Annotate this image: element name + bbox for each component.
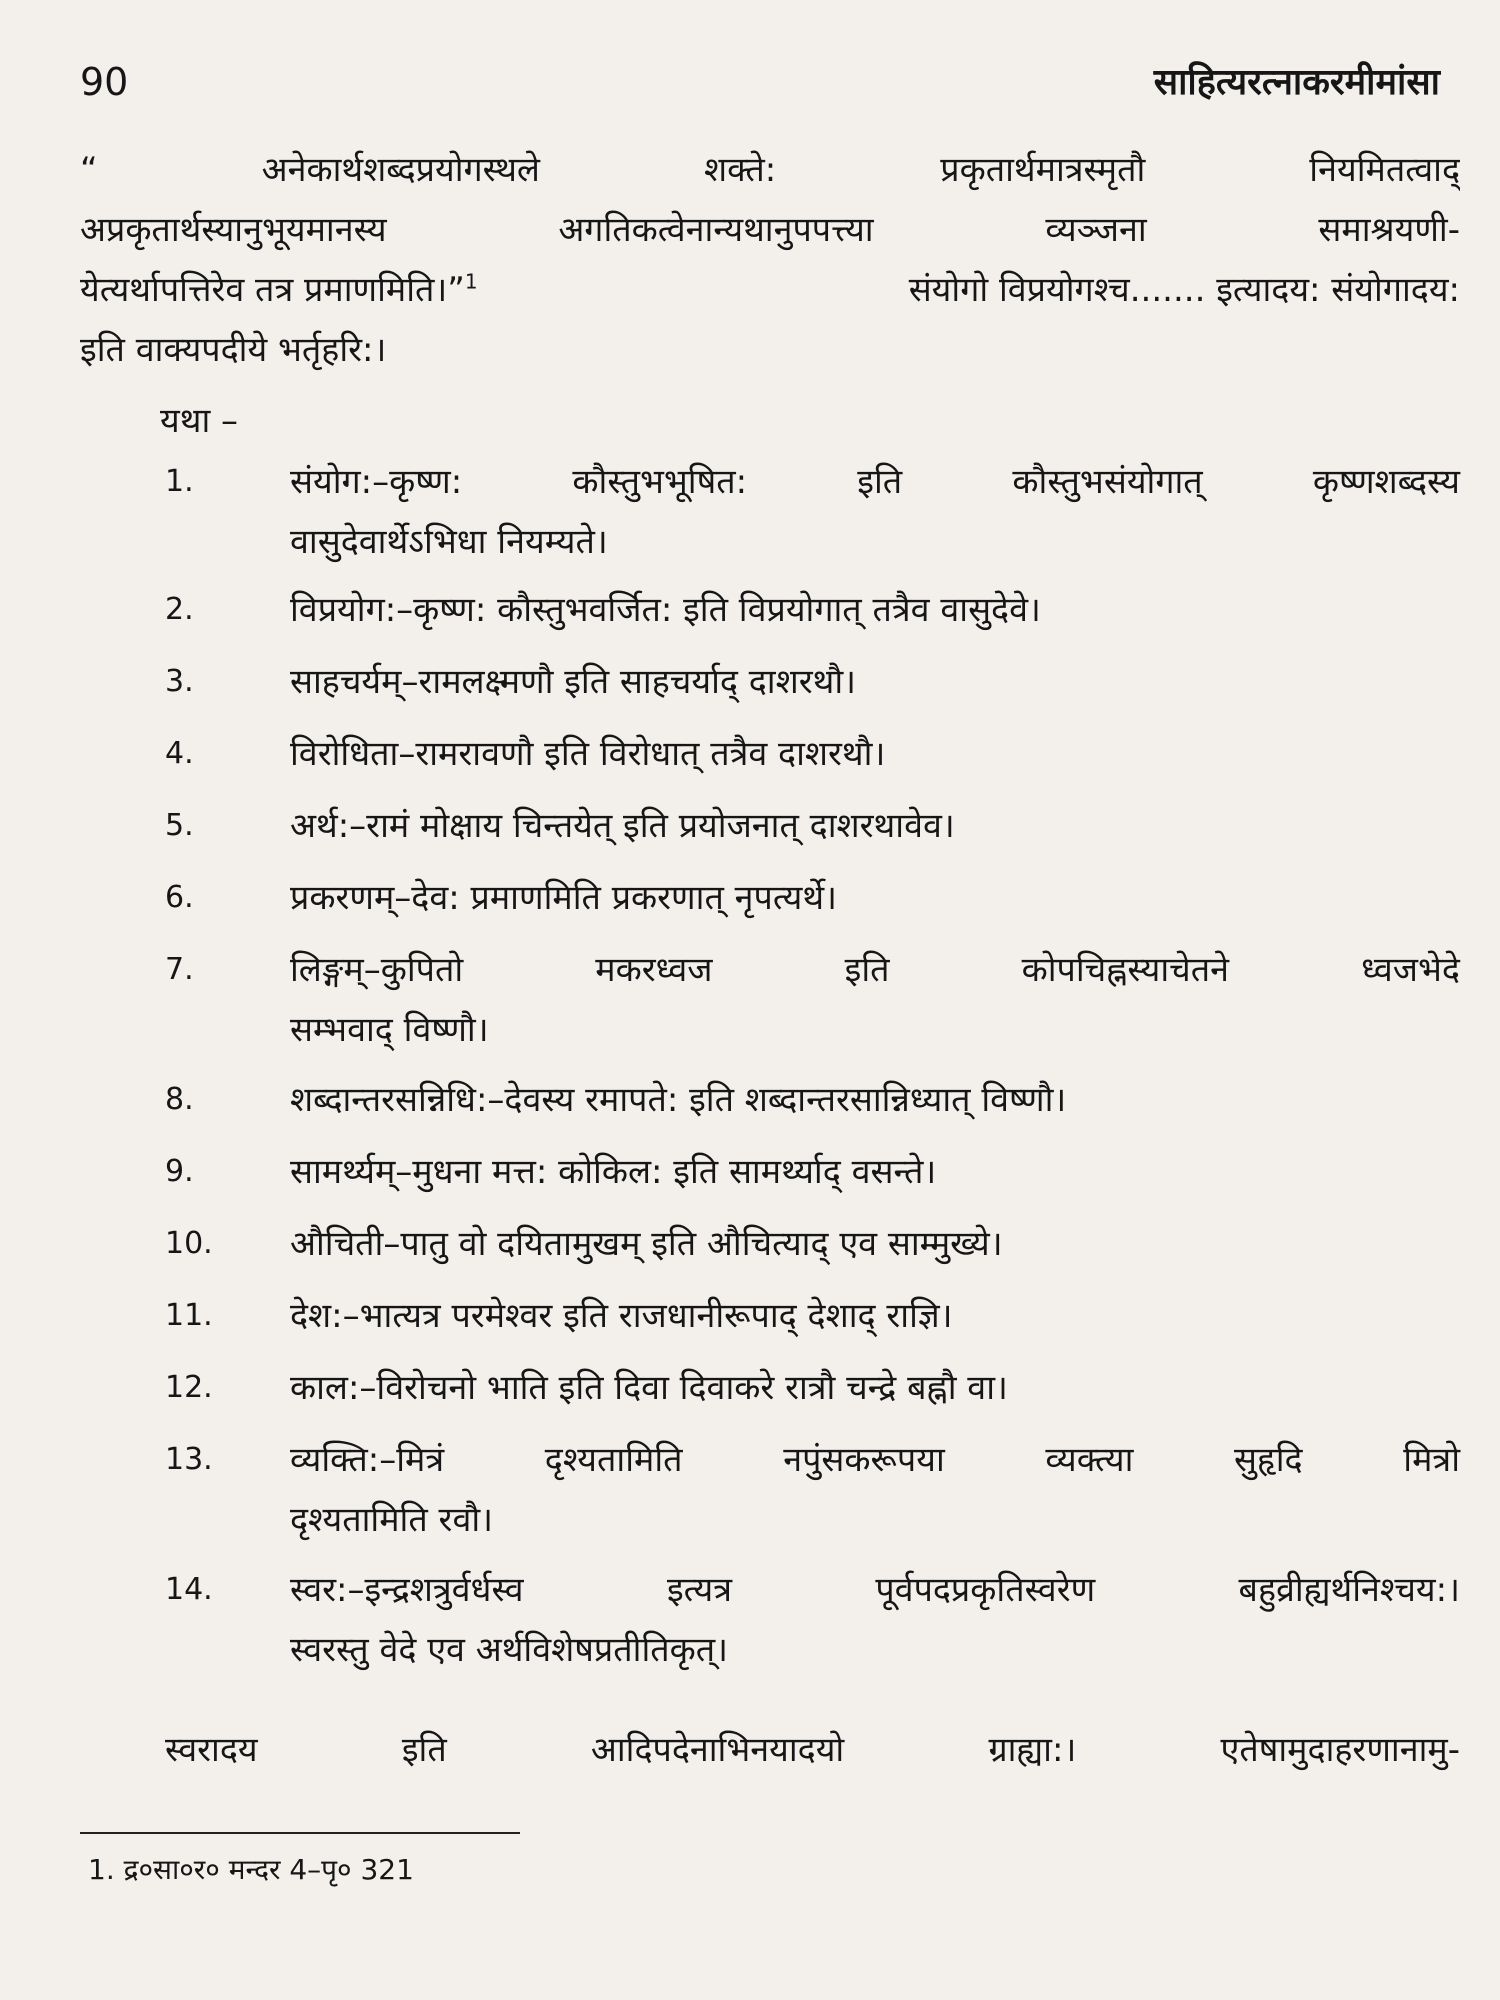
- item-text: [290, 1430, 1460, 1550]
- item-text: [290, 652, 1460, 712]
- item-text: [290, 1142, 1460, 1202]
- footnote-rule: [80, 1832, 520, 1834]
- page-number: 90: [80, 60, 129, 104]
- item-text: [290, 1070, 1460, 1130]
- item-text: [290, 580, 1460, 640]
- item-number: 9.: [165, 1154, 194, 1189]
- item-number: 13.: [165, 1442, 213, 1477]
- item-line: व्यक्ति:–मित्रं दृश्यतामिति नपुंसकरूपया व्यक्त्या सुहृदि मित्रो: [290, 1440, 1460, 1480]
- item-text: [290, 940, 1460, 1060]
- list-item: [165, 1214, 1460, 1274]
- item-text: [290, 868, 1460, 928]
- list-item: [165, 1430, 1460, 1550]
- item-number: 10.: [165, 1226, 213, 1261]
- item-number: 4.: [165, 736, 194, 771]
- list-item: [165, 1286, 1460, 1346]
- list-item: [165, 652, 1460, 712]
- item-number: 7.: [165, 952, 194, 987]
- list-item: [165, 1560, 1460, 1680]
- item-line: अर्थ:–रामं मोक्षाय चिन्तयेत् इति प्रयोजनात् दाशरथावेव।: [290, 806, 955, 846]
- item-number: 3.: [165, 664, 194, 699]
- item-line: विप्रयोग:–कृष्ण: कौस्तुभवर्जित: इति विप्रयोगात् तत्रैव वासुदेवे।: [290, 590, 1041, 630]
- item-line: सामर्थ्यम्–मुधना मत्त: कोकिल: इति सामर्थ्याद् वसन्ते।: [290, 1152, 937, 1192]
- item-text: [290, 452, 1460, 572]
- item-number: 1.: [165, 464, 194, 499]
- item-line: स्वर:–इन्द्रशत्रुर्वर्धस्व इत्यत्र पूर्वपदप्रकृतिस्वरेण बहुव्रीह्यर्थनिश्चय:।: [290, 1570, 1460, 1610]
- item-line: सम्भवाद् विष्णौ।: [290, 1010, 489, 1050]
- intro-line: अप्रकृतार्थस्यानुभूयमानस्य अगतिकत्वेनान्यथानुपपत्त्या व्यञ्जना समाश्रयणी-: [80, 210, 1460, 250]
- intro-line: “ अनेकार्थशब्दप्रयोगस्थले शक्ते: प्रकृतार्थमात्रस्मृतौ नियमितत्वाद्: [80, 150, 1460, 190]
- running-title: साहित्यरत्नाकरमीमांसा: [1153, 62, 1440, 103]
- intro-line: [80, 260, 1460, 320]
- list-item: [165, 724, 1460, 784]
- item-text: [290, 1214, 1460, 1274]
- item-number: 5.: [165, 808, 194, 843]
- item-line: वासुदेवार्थेऽभिधा नियम्यते।: [290, 522, 608, 562]
- footnote-marker: 1: [464, 269, 478, 294]
- item-text: [290, 1560, 1460, 1680]
- item-number: 2.: [165, 592, 194, 627]
- list-item: [165, 452, 1460, 572]
- item-line: प्रकरणम्–देव: प्रमाणमिति प्रकरणात् नृपत्यर्थे।: [290, 878, 838, 918]
- list-item: [165, 1142, 1460, 1202]
- item-text: [290, 1286, 1460, 1346]
- item-line: शब्दान्तरसन्निधि:–देवस्य रमापते: इति शब्दान्तरसान्निध्यात् विष्णौ।: [290, 1080, 1067, 1120]
- intro-line-tail: संयोगो विप्रयोगश्च....... इत्यादय: संयोगादय:: [908, 270, 1460, 310]
- footnote: 1. द्र०सा०र० मन्दर 4–पृ० 321: [88, 1853, 414, 1886]
- list-item: [165, 868, 1460, 928]
- item-number: 14.: [165, 1572, 213, 1607]
- item-line: स्वरस्तु वेदे एव अर्थविशेषप्रतीतिकृत्।: [290, 1630, 729, 1670]
- list-item: [165, 940, 1460, 1060]
- item-line: साहचर्यम्–रामलक्ष्मणौ इति साहचर्याद् दाशरथौ।: [290, 662, 857, 702]
- item-text: [290, 724, 1460, 784]
- page-header: [80, 52, 1440, 112]
- item-text: [290, 1358, 1460, 1418]
- intro-line: इति वाक्यपदीये भर्तृहरि:।: [80, 330, 387, 370]
- list-item: [165, 580, 1460, 640]
- item-number: 11.: [165, 1298, 213, 1333]
- intro-line-head: येत्यर्थापत्तिरेव तत्र प्रमाणमिति।”: [80, 270, 465, 310]
- item-number: 8.: [165, 1082, 194, 1117]
- item-line: संयोग:–कृष्ण: कौस्तुभभूषित: इति कौस्तुभसंयोगात् कृष्णशब्दस्य: [290, 462, 1460, 502]
- item-line: दृश्यतामिति रवौ।: [290, 1500, 494, 1540]
- item-line: औचिती–पातु वो दयितामुखम् इति औचित्याद् एव साम्मुख्ये।: [290, 1224, 1003, 1264]
- item-number: 6.: [165, 880, 194, 915]
- list-item: [165, 796, 1460, 856]
- item-line: देश:–भात्यत्र परमेश्वर इति राजधानीरूपाद् देशाद् राज्ञि।: [290, 1296, 953, 1336]
- item-line: काल:–विरोचनो भाति इति दिवा दिवाकरे रात्रौ चन्द्रे बह्नौ वा।: [290, 1368, 1008, 1408]
- item-line: लिङ्गम्–कुपितो मकरध्वज इति कोपचिह्नस्याचेतने ध्वजभेदे: [290, 950, 1460, 990]
- item-number: 12.: [165, 1370, 213, 1405]
- list-item: [165, 1070, 1460, 1130]
- item-line: विरोधिता–रामरावणौ इति विरोधात् तत्रैव दाशरथौ।: [290, 734, 886, 774]
- list-item: [165, 1358, 1460, 1418]
- item-text: [290, 796, 1460, 856]
- yatha-label: यथा –: [160, 401, 239, 441]
- closing-paragraph: स्वरादय इति आदिपदेनाभिनयादयो ग्राह्या:। एतेषामुदाहरणानामु-: [165, 1730, 1460, 1770]
- intro-paragraph: [80, 140, 1460, 380]
